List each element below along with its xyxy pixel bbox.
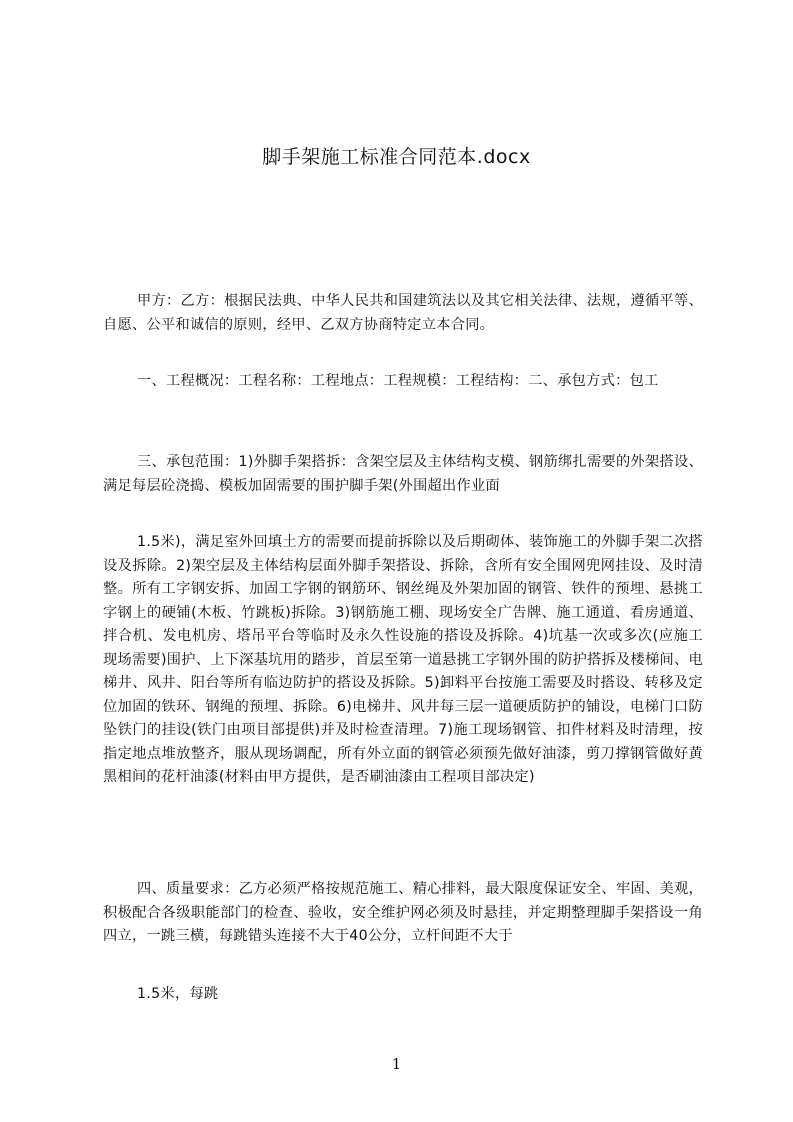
- paragraph-scope-details: 1.5米)，满足室外回填土方的需要而提前拆除以及后期砌体、装饰施工的外脚手架二次搭设及拆除。2)架空层及主体结构层面外脚手架搭设、拆除，含所有安全围网兜网挂设、及时清整。所有工字钢安拆、加固工字钢的钢筋环、钢丝绳及外架加固的钢管、铁件的预埋、悬挑工字钢上的硬铺(木板、竹跳板)拆除。3)钢筋施工棚、现场安全广告牌、施工通道、看房通道、拌合机、发电机房、塔吊平台等临时及永久性设施的搭设及拆除。4)坑基一次或多次(应施工现场需要)围护、上下深基坑用的踏步，首层至第一道悬挑工字钢外围的防护搭拆及楼梯间、电梯井、风井、阳台等所有临边防护的搭设及拆除。5)卸料平台按施工需要及时搭设、转移及定位加固的铁环、钢绳的预埋、拆除。6)电梯井、风井每三层一道硬质防护的铺设，电梯门口防坠铁门的挂设(铁门由项目部提供)并及时检查清理。7)施工现场钢管、扣件材料及时清理，按指定地点堆放整齐，服从现场调配，所有外立面的钢管必须预先做好油漆，剪刀撑钢管做好黄黑相间的花杆油漆(材料由甲方提供，是否刷油漆由工程项目部决定): [103, 534, 703, 785]
- document-title: 脚手架施工标准合同范本.docx: [262, 146, 531, 168]
- paragraph-project-overview: 一、工程概况：工程名称：工程地点：工程规模：工程结构：二、承包方式：包工: [137, 373, 659, 389]
- paragraph-spacing-note: 1.5米，每跳: [137, 986, 219, 1002]
- paragraph-parties: 甲方：乙方：根据民法典、中华人民共和国建筑法以及其它相关法律、法规，遵循平等、自愿、公平和诚信的原则，经甲、乙双方协商特定立本合同。: [103, 293, 703, 333]
- page-number: 1: [391, 1055, 402, 1073]
- paragraph-quality-requirements: 四、质量要求：乙方必须严格按规范施工、精心排料，最大限度保证安全、牢固、美观，积极配合各级职能部门的检查、验收，安全维护网必须及时悬挂，并定期整理脚手架搭设一角四立，一跳三横，每跳错头连接不大于40公分，立杆间距不大于: [103, 881, 703, 944]
- paragraph-contract-scope: 三、承包范围：1)外脚手架搭拆：含架空层及主体结构支模、钢筋绑扎需要的外架搭设、满足每层砼浇捣、模板加固需要的围护脚手架(外围超出作业面: [103, 454, 703, 494]
